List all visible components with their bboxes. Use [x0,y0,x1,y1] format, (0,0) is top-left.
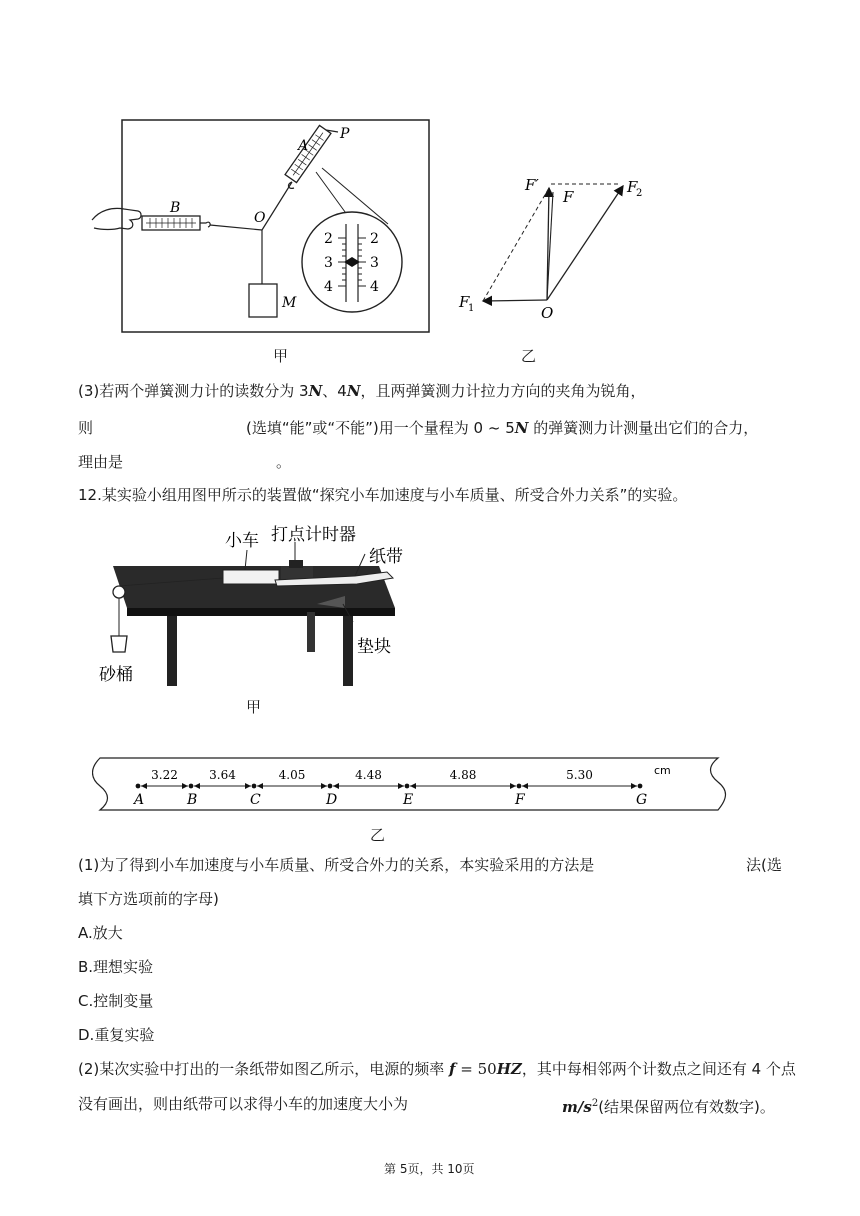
bucket [111,636,127,652]
svg-text:2: 2 [636,188,643,199]
label-b: B [170,200,181,216]
mass-m [249,284,277,317]
tape-distance-label: 3.64 [209,768,236,782]
label-f1: F [459,293,470,311]
tape-distance-label: 4.05 [278,768,306,782]
figure-top-jia [90,112,440,337]
q12-answer-blank-accel[interactable] [418,1094,558,1114]
label-p: P [340,126,350,142]
label-block: 垫块 [357,637,391,657]
q12-intro: 12.某实验小组用图甲所示的装置做“探究小车加速度与小车质量、所受合外力关系”的实验。 [78,486,688,504]
q3-line2: (选填“能”或“不能”)用一个量程为 0 ~ 5N 的弹簧测力计测量出它们的合力， [246,419,759,437]
q12-p1-line1-end: 法(选 [746,856,782,874]
spring-scale-a [285,125,331,182]
tape-point-b [189,784,194,789]
tape-unit: cm [654,764,671,777]
tape-label-g: G [636,792,648,808]
q12-p1-line2: 填下方选项前的字母) [78,890,219,908]
caption-apparatus: 甲 [246,698,262,716]
q12-p2-line2-start: 没有画出，则由纸带可以求得小车的加速度大小为 [78,1095,409,1113]
tape-point-f [517,784,522,789]
q3-line3-end: 。 [276,453,292,471]
svg-text:2: 2 [324,231,333,247]
q3-answer-blank-2[interactable] [126,452,276,472]
q12-answer-blank-method[interactable] [596,855,744,875]
q12-p2-line2-end: $m/s^2$(结果保留两位有效数字)。 [562,1098,775,1116]
tape-point-g [638,784,643,789]
label-o-vec: O [541,304,554,320]
tape-point-c [252,784,257,789]
svg-text:1: 1 [468,303,475,314]
svg-text:3: 3 [370,255,379,271]
q3-line3-start: 理由是 [78,453,124,471]
q3-answer-blank-1[interactable] [96,418,244,438]
label-f-prime: F′ [525,176,539,194]
option-b: B.理想实验 [78,958,154,976]
tape-label-c: C [250,792,261,808]
svg-text:4: 4 [324,279,333,295]
tape-point-e [405,784,410,789]
label-o: O [254,210,266,226]
tape-label-e: E [403,792,414,808]
label-bucket: 砂桶 [99,665,133,685]
label-m: M [282,295,297,311]
cart [223,570,279,584]
option-a: A.放大 [78,924,123,942]
q3-line2-start: 则 [78,419,94,437]
figure-apparatus [95,522,415,697]
figure-paper-tape [92,752,732,822]
tape-distance-label: 4.88 [449,768,477,782]
tape-distance-label: 3.22 [151,768,178,782]
tape-point-a [136,784,141,789]
svg-text:4: 4 [370,279,379,295]
label-cart: 小车 [225,531,259,551]
tape-label-f: F [515,792,525,808]
label-f2: F [627,178,638,196]
figure-top-yi [455,170,685,320]
tape-distance-label: 5.30 [566,768,593,782]
tape-label-d: D [326,792,338,808]
tape-distance-label: 4.48 [355,768,382,782]
q3-line1: (3)若两个弹簧测力计的读数分为 3N、4N，且两弹簧测力计拉力方向的夹角为锐角， [78,382,646,400]
q12-p2-line1: (2)某次实验中打出的一条纸带如图乙所示，电源的频率 f = 50HZ，其中每相邻两个计数点之间还有 4 个点 [78,1060,796,1078]
option-c: C.控制变量 [78,992,154,1010]
label-a: A [298,138,309,154]
caption-yi-top: 乙 [521,347,537,365]
caption-tape: 乙 [370,826,386,844]
label-tape: 纸带 [369,547,403,567]
tape-point-d [328,784,333,789]
tape-label-a: A [134,792,145,808]
tape-label-b: B [187,792,198,808]
svg-text:3: 3 [324,255,333,271]
label-f: F [563,188,574,206]
page-footer: 第 5页，共 10页 [384,1162,475,1176]
caption-jia-top: 甲 [273,347,289,365]
hand-illustration [92,208,141,229]
label-timer: 打点计时器 [271,525,356,545]
svg-text:2: 2 [370,231,379,247]
option-d: D.重复实验 [78,1026,155,1044]
q12-p1-line1: (1)为了得到小车加速度与小车质量、所受合外力的关系，本实验采用的方法是 [78,856,595,874]
